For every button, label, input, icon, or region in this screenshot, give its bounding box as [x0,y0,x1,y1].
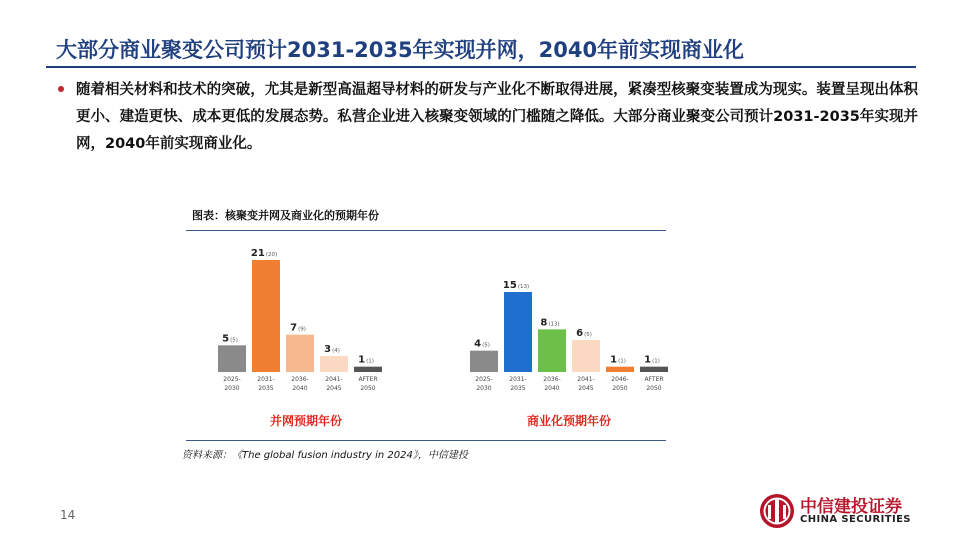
chart0-value-label-3: 3(4) [324,344,340,355]
chart1-value-label-2: 8(13) [540,317,560,329]
company-logo [758,490,918,532]
chart1-category-label-2: 2036- [543,376,561,383]
chart1-category-label-0: 2030 [476,385,492,392]
chart0-bar-1 [252,260,280,372]
commercialization-chart-title: 商业化预期年份 [527,414,612,428]
chart1-value-label-0: 4(5) [474,338,490,350]
chart1-category-label-2: 2040 [544,385,560,392]
chart1-bar-3 [572,340,600,372]
source-note: 资料来源：《The global fusion industry in 2024》，中信建投 [182,450,468,461]
chart1-value-label-5: 1(1) [644,354,660,366]
chart0-category-label-1: 2031- [257,376,275,383]
commercialization-chart [464,248,664,398]
chart0-category-label-3: 2041- [325,376,343,383]
body-paragraph: 随着相关材料和技术的突破，尤其是新型高温超导材料的研发与产业化不断取得进展，紧凑型核聚变装置成为现实。装置呈现出体积更小、建造更快、成本更低的发展态势。私营企业进入核聚变领域的门槛随之降低。大部分商业聚变公司预计2031-2035年实现并网，2040年前实现商业化。 [76,82,918,152]
company-logo-english: CHINA SECURITIES [800,514,911,525]
figure-bottom-rule [186,440,666,441]
grid-connection-chart-title: 并网预期年份 [270,414,343,428]
chart0-category-label-4: AFTER [358,376,378,383]
figure-top-rule [186,230,666,231]
title-divider [46,66,916,68]
chart0-category-label-4: 2050 [360,385,376,392]
company-logo-icon [758,492,796,530]
chart0-category-label-2: 2036- [291,376,309,383]
chart1-category-label-1: 2035 [510,385,526,392]
chart1-bar-5 [640,367,668,372]
chart1-value-label-1: 15(13) [502,280,530,291]
chart0-category-label-0: 2030 [224,385,240,392]
grid-connection-chart-svg [212,248,392,398]
chart1-value-label-4: 1(1) [610,354,626,366]
chart1-bar-2 [538,329,566,372]
chart1-category-label-4: 2046- [611,376,629,383]
chart1-category-label-4: 2050 [612,385,628,392]
chart0-value-label-1: 21(20) [250,248,278,259]
figure-title: 图表：核聚变并网及商业化的预期年份 [192,209,379,222]
chart1-value-label-3: 6(5) [576,328,592,339]
chart0-value-label-4: 1(1) [358,354,374,366]
chart0-category-label-0: 2025- [223,376,241,383]
chart1-category-label-3: 2045 [578,385,594,392]
chart0-value-label-0: 5(5) [222,333,238,345]
chart1-bar-0 [470,351,498,372]
page-number: 14 [60,508,76,522]
company-logo-name: 中信建投证券 [800,497,902,517]
bullet-icon [58,86,64,92]
commercialization-chart-svg [464,248,664,398]
chart0-category-label-2: 2040 [292,385,308,392]
chart1-category-label-1: 2031- [509,376,527,383]
chart0-bar-2 [286,335,314,372]
chart0-bar-4 [354,367,382,372]
chart0-category-label-1: 2035 [258,385,274,392]
chart1-bar-1 [504,292,532,372]
chart0-category-label-3: 2045 [326,385,342,392]
chart0-bar-3 [320,356,348,372]
chart1-category-label-3: 2041- [577,376,595,383]
chart1-bar-4 [606,367,634,372]
grid-connection-chart [212,248,392,398]
chart1-category-label-5: AFTER [644,376,664,383]
chart0-bar-0 [218,345,246,372]
chart0-value-label-2: 7(9) [290,322,306,334]
chart1-category-label-5: 2050 [646,385,662,392]
chart1-category-label-0: 2025- [475,376,493,383]
slide-title: 大部分商业聚变公司预计2031-2035年实现并网，2040年前实现商业化 [56,38,745,62]
